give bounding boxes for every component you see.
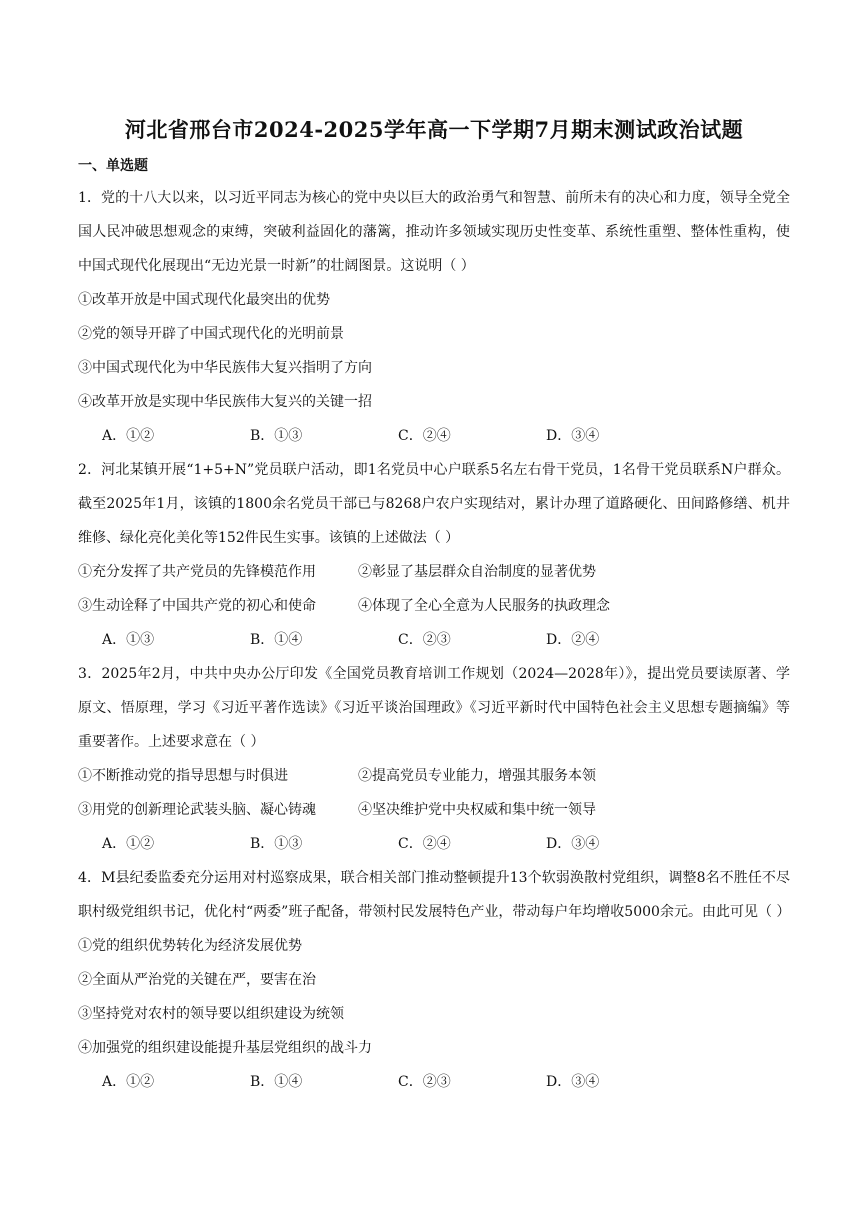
- statement-option: ①不断推动党的指导思想与时俱进: [78, 768, 288, 784]
- statement-option: ①充分发挥了共产党员的先锋模范作用: [78, 564, 316, 580]
- choice-b: B．①④: [250, 632, 303, 648]
- choice-a: A．①②: [102, 428, 155, 444]
- choice-c: C．②③: [398, 632, 451, 648]
- question-stem: 3．2025年2月，中共中央办公厅印发《全国党员教育培训工作规划（2024—2028年）》，提出党员要读原著、学原文、悟原理，学习《习近平著作选读》《习近平谈治国理政》《习近平新时代中国特色社会主义思想专题摘编》等重要著作。上述要求意在（ ）: [78, 666, 790, 750]
- statement-option: ④加强党的组织建设能提升基层党组织的战斗力: [78, 1040, 372, 1056]
- statement-row: [78, 759, 790, 793]
- answer-choices: [78, 827, 790, 861]
- choice-b: B．①③: [250, 428, 303, 444]
- choice-d: D．③④: [546, 1074, 600, 1090]
- question-stem: 2．河北某镇开展“1+5+N”党员联户活动，即1名党员中心户联系5名左右骨干党员，1名骨干党员联系N户群众。截至2025年1月，该镇的1800余名党员干部已与8268户农户实现结对，累计办理了道路硬化、田间路修缮、机井维修、绿化亮化美化等152件民生实事。该镇的上述做法（ ）: [78, 462, 790, 546]
- statement-option: ③中国式现代化为中华民族伟大复兴指明了方向: [78, 360, 372, 376]
- question-stem: 4．M县纪委监委充分运用对村巡察成果，联合相关部门推动整顿提升13个软弱涣散村党组织，调整8名不胜任不尽职村级党组织书记，优化村“两委”班子配备，带领村民发展特色产业，带动每户年均增收5000余元。由此可见（ ）: [78, 870, 791, 920]
- choice-d: D．③④: [546, 428, 600, 444]
- choice-c: C．②③: [398, 1074, 451, 1090]
- choice-a: A．①③: [102, 632, 155, 648]
- statement-row: [78, 555, 790, 589]
- choice-c: C．②④: [398, 836, 451, 852]
- statement-option: ③坚持党对农村的领导要以组织建设为统领: [78, 1006, 344, 1022]
- section-heading: 一、单选题: [78, 158, 148, 174]
- choice-a: A．①②: [102, 1074, 155, 1090]
- choice-b: B．①④: [250, 1074, 303, 1090]
- statement-option: ①改革开放是中国式现代化最突出的优势: [78, 292, 330, 308]
- question-2: [78, 453, 790, 657]
- question-stem: 1．党的十八大以来，以习近平同志为核心的党中央以巨大的政治勇气和智慧、前所未有的决心和力度，领导全党全国人民冲破思想观念的束缚，突破利益固化的藩篱，推动许多领域实现历史性变革、系统性重塑、整体性重构，使中国式现代化展现出“无边光景一时新”的壮阔图景。这说明（ ）: [78, 190, 790, 274]
- choice-d: D．②④: [546, 632, 600, 648]
- choice-c: C．②④: [398, 428, 451, 444]
- question-1: [78, 181, 790, 453]
- answer-choices: [78, 419, 790, 453]
- choice-b: B．①③: [250, 836, 303, 852]
- statement-row: [78, 589, 790, 623]
- question-4: [78, 861, 790, 1099]
- question-3: [78, 657, 790, 861]
- answer-choices: [78, 1065, 790, 1099]
- statement-option: ③用党的创新理论武装头脑、凝心铸魂: [78, 802, 316, 818]
- statement-option: ③生动诠释了中国共产党的初心和使命: [78, 598, 316, 614]
- statement-option: ②党的领导开辟了中国式现代化的光明前景: [78, 326, 344, 342]
- statement-option: ②提高党员专业能力，增强其服务本领: [358, 768, 596, 784]
- statement-option: ②彰显了基层群众自治制度的显著优势: [358, 564, 596, 580]
- exam-title: 河北省邢台市2024-2025学年高一下学期7月期末测试政治试题: [124, 117, 744, 142]
- statement-row: [78, 793, 790, 827]
- statement-option: ④改革开放是实现中华民族伟大复兴的关键一招: [78, 394, 372, 410]
- choice-a: A．①②: [102, 836, 155, 852]
- choice-d: D．③④: [546, 836, 600, 852]
- answer-choices: [78, 623, 790, 657]
- statement-option: ④体现了全心全意为人民服务的执政理念: [358, 598, 610, 614]
- statement-option: ④坚决维护党中央权威和集中统一领导: [358, 802, 596, 818]
- statement-option: ②全面从严治党的关键在严，要害在治: [78, 972, 316, 988]
- statement-option: ①党的组织优势转化为经济发展优势: [78, 938, 302, 954]
